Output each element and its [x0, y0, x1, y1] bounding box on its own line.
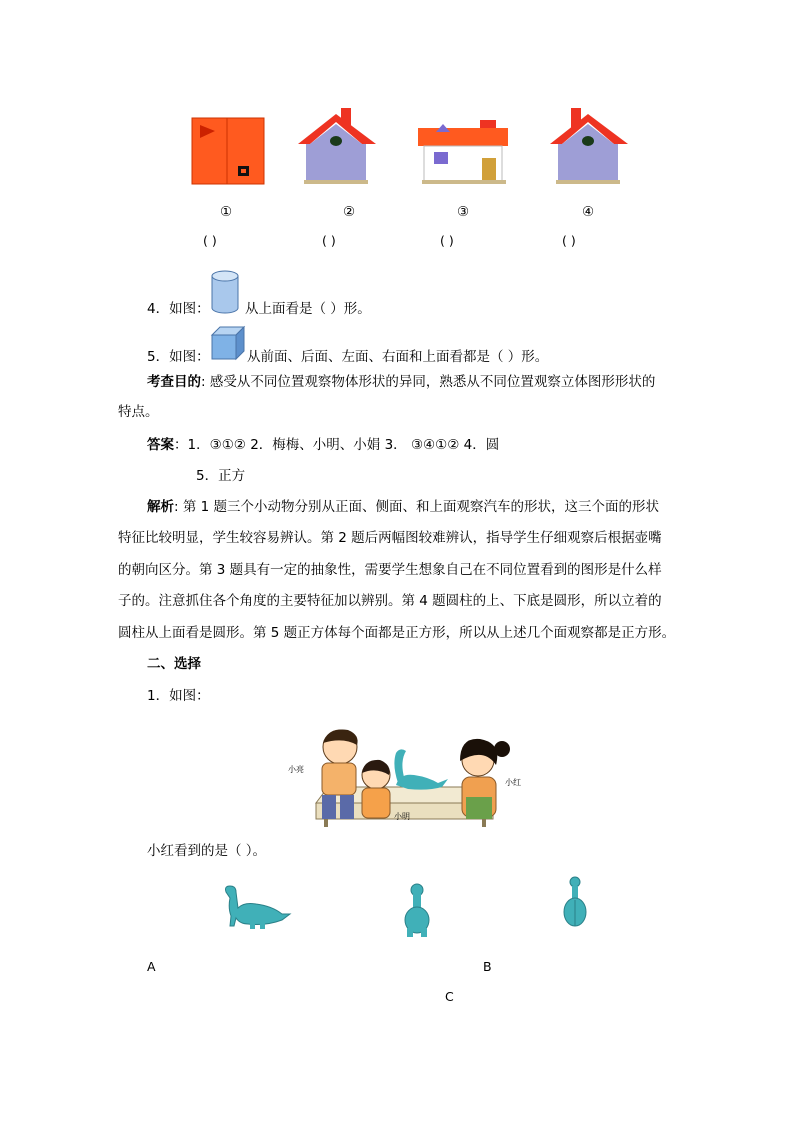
house-figure-3 [418, 120, 508, 184]
scene-label-middle: 小明 [394, 812, 410, 821]
house-figures [188, 104, 633, 190]
purpose-line-2: 特点。 [118, 404, 159, 420]
option-a-dino-side-icon [222, 884, 292, 930]
purpose-label: 考查目的 [147, 374, 201, 390]
option-b-label[interactable]: B [483, 959, 492, 974]
q5-prefix: 5．如图： [147, 349, 210, 365]
option-c-dino-back-icon [561, 876, 589, 930]
answer-blank-1: ( ) [203, 233, 217, 248]
choice1-question: 小红看到的是（ ）。 [147, 843, 267, 859]
answer-text: ：1．③①② 2．梅梅、小明、小娟 3． ③④①② 4．圆 [174, 437, 500, 453]
purpose-line-1 [147, 372, 655, 392]
cube-icon [210, 325, 246, 361]
analysis-line-2: 特征比较明显，学生较容易辨认。第 2 题后两幅图较难辨认，指导学生仔细观察后根据壶嘴 [118, 530, 662, 546]
analysis-line-3: 的朝向区分。第 3 题具有一定的抽象性，需要学生想象自己在不同位置看到的图形是什么样 [118, 562, 662, 578]
analysis-line-4: 子的。注意抓住各个角度的主要特征加以辨别。第 4 题圆柱的上、下底是圆形，所以立着的 [118, 593, 662, 609]
analysis-label: 解析 [147, 499, 174, 515]
answer-blank-3: ( ) [440, 233, 454, 248]
q4-prefix: 4．如图： [147, 301, 210, 317]
q5-text: 从前面、后面、左面、右面和上面看都是（ ）形。 [247, 349, 549, 365]
analysis-line-1 [147, 497, 659, 517]
q4-text: 从上面看是（ ）形。 [245, 301, 371, 317]
scene-label-right: 小红 [505, 778, 521, 787]
option-c-label[interactable]: C [445, 989, 454, 1004]
figure-number-4: ④ [582, 204, 595, 220]
section-title: 二、选择 [147, 656, 201, 672]
analysis-text: : 第 1 题三个小动物分别从正面、侧面、和上面观察汽车的形状，这三个面的形状 [174, 499, 660, 515]
cylinder-icon [210, 270, 240, 314]
house-figure-1 [192, 118, 264, 184]
answer-line-1 [147, 435, 499, 455]
choice1-prefix: 1．如图： [147, 688, 210, 704]
house-figure-4 [550, 108, 628, 184]
figure-number-2: ② [343, 204, 356, 220]
figure-number-3: ③ [457, 204, 470, 220]
purpose-text: : 感受从不同位置观察物体形状的异同，熟悉从不同位置观察立体图形形状的 [201, 374, 656, 390]
answer-line-2: 5．正方 [196, 468, 246, 484]
scene-label-left: 小亮 [288, 765, 304, 774]
option-b-dino-front-icon [401, 882, 433, 938]
answer-blank-4: ( ) [562, 233, 576, 248]
house-figure-2 [298, 108, 376, 184]
answer-label: 答案 [147, 437, 174, 453]
scene-illustration [288, 725, 526, 829]
answer-blank-2: ( ) [322, 233, 336, 248]
figure-number-1: ① [220, 204, 233, 220]
analysis-line-5: 圆柱从上面看是圆形。第 5 题正方体每个面都是正方形，所以从上述几个面观察都是正方形。 [118, 625, 676, 641]
option-a-label[interactable]: A [147, 959, 156, 974]
